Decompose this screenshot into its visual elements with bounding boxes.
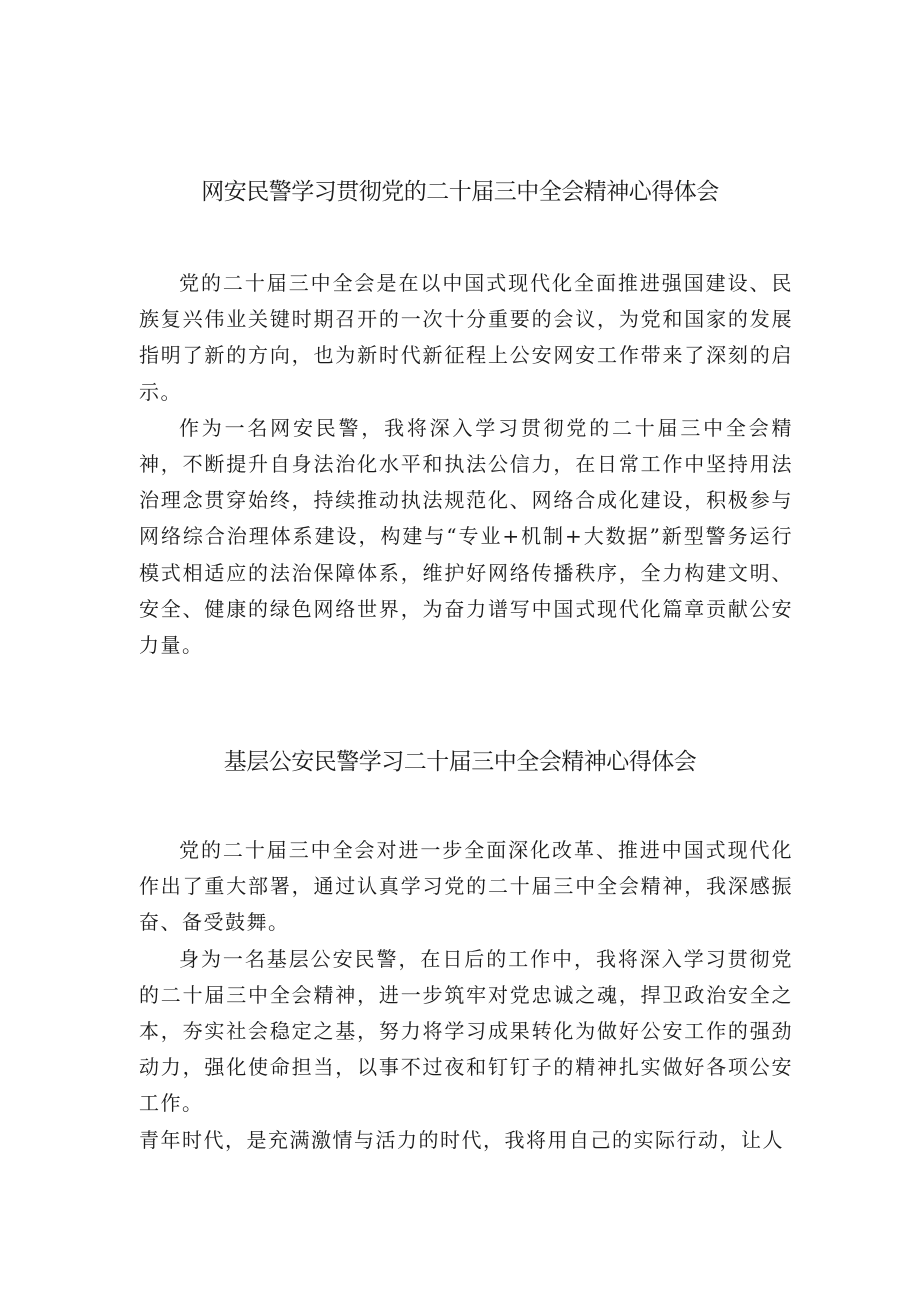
paragraph: 党的二十届三中全会是在以中国式现代化全面推进强国建设、民族复兴伟业关键时期召开的一次十分重要的会议，为党和国家的发展指明了新的方向，也为新时代新征程上公安网安工作带来了深刻的启示。: [139, 271, 793, 404]
paragraph: 作为一名网安民警，我将深入学习贯彻党的二十届三中全会精神，不断提升自身法治化水平和执法公信力，在日常工作中坚持用法治理念贯穿始终，持续推动执法规范化、网络合成化建设，积极参与网络综合治理体系建设，构建与“专业+机制+大数据”新型警务运行模式相适应的法治保障体系，维护好网络传播秩序，全力构建文明、安全、健康的绿色网络世界，为奋力谱写中国式现代化篇章贡献公安力量。: [139, 415, 793, 658]
paragraph: 身为一名基层公安民警，在日后的工作中，我将深入学习贯彻党的二十届三中全会精神，进一步筑牢对党忠诚之魂，捍卫政治安全之本，夯实社会稳定之基，努力将学习成果转化为做好公安工作的强劲动力，强化使命担当，以事不过夜和钉钉子的精神扎实做好各项公安工作。: [139, 946, 793, 1116]
paragraph: 党的二十届三中全会对进一步全面深化改革、推进中国式现代化作出了重大部署，通过认真学习党的二十届三中全会精神，我深感振奋、备受鼓舞。: [139, 838, 793, 935]
section-body-cyber-police: [139, 265, 793, 663]
section-body-grassroots-police: [139, 832, 793, 1158]
section-title-grassroots-police: 基层公安民警学习二十届三中全会精神心得体会: [223, 749, 697, 775]
paragraph: 青年时代，是充满激情与活力的时代，我将用自己的实际行动，让人: [139, 1127, 784, 1152]
section-title-cyber-police: 网安民警学习贯彻党的二十届三中全会精神心得体会: [201, 179, 719, 205]
